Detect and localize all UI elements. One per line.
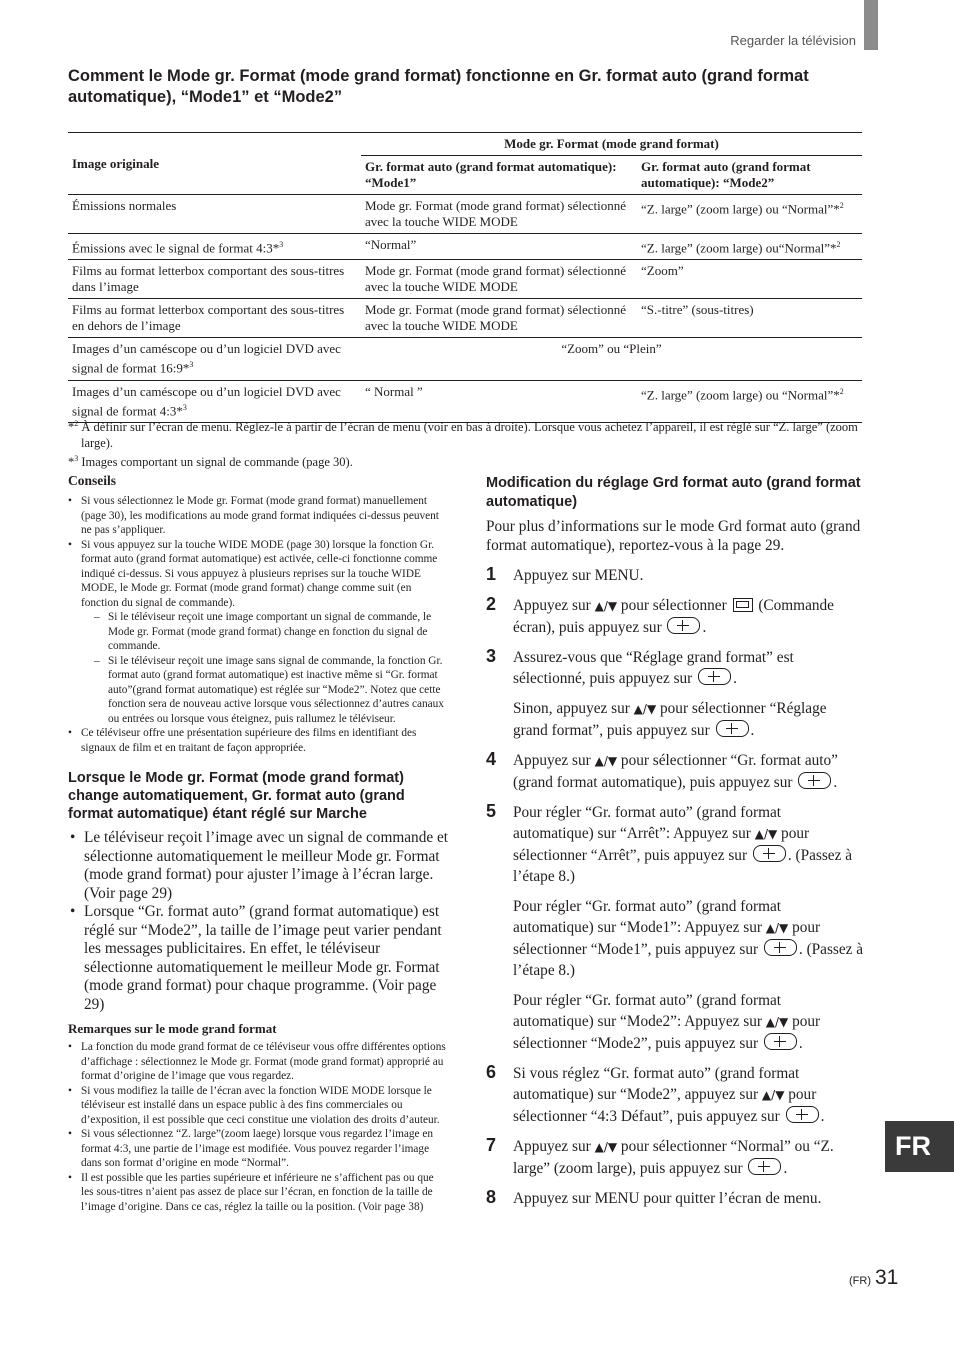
cell-original: Émissions avec le signal de format 4:3*$^3$ bbox=[68, 234, 361, 260]
step-number: 6 bbox=[486, 1062, 497, 1082]
table-row bbox=[68, 260, 862, 299]
step-8 bbox=[486, 1188, 864, 1209]
list-item: • Si vous modifiez la taille de l’écran avec la fonction WIDE MODE lorsque le téléviseur est installé dans un espace public à des fins commerciales ou d’exposition, il est possible que ceci constitue une violation des droits d’auteur. bbox=[68, 1084, 448, 1128]
cell-mode1: Mode gr. Format (mode grand format) sélectionné avec la touche WIDE MODE bbox=[361, 260, 637, 299]
up-down-arrows-icon: ▲/▼ bbox=[754, 827, 778, 841]
screen-control-icon bbox=[733, 598, 753, 612]
cell-original: Films au format letterbox comportant des sous-titres dans l’image bbox=[68, 260, 361, 299]
step-text: Si vous réglez “Gr. format auto” (grand format automatique) sur “Mode2”, appuyez sur ▲/▼ pour sélectionner “4:3 Défaut”, puis appuyez sur . bbox=[513, 1065, 825, 1125]
step-7 bbox=[486, 1136, 864, 1179]
cell-mode2: “Z. large” (zoom large) ou “Normal”*$^2$ bbox=[637, 195, 862, 234]
cell-mode2: “Z. large” (zoom large) ou“Normal”*$^2$ bbox=[637, 234, 862, 260]
table-row bbox=[68, 338, 862, 380]
table-row bbox=[68, 234, 862, 260]
auto-section-list bbox=[68, 829, 448, 1014]
cell-mode2: “Z. large” (zoom large) ou “Normal”*$^2$ bbox=[637, 380, 862, 422]
cell-mode1: “ Normal ” bbox=[361, 380, 637, 422]
step-number: 5 bbox=[486, 801, 497, 821]
remarques-list bbox=[68, 1040, 448, 1214]
cell-original: Images d’un caméscope ou d’un logiciel DVD avec signal de format 16:9*$^3$ bbox=[68, 338, 361, 380]
up-down-arrows-icon: ▲/▼ bbox=[594, 1140, 618, 1154]
up-down-arrows-icon: ▲/▼ bbox=[765, 921, 789, 935]
conseils-list bbox=[68, 494, 448, 755]
enter-button-icon bbox=[764, 1033, 797, 1050]
table-header-mode2: Gr. format auto (grand format automatique): “Mode2” bbox=[641, 159, 811, 190]
cell-mode1: Mode gr. Format (mode grand format) sélectionné avec la touche WIDE MODE bbox=[361, 195, 637, 234]
wide-mode-table bbox=[68, 132, 862, 423]
cell-mode1: “Normal” bbox=[361, 234, 637, 260]
step-number: 4 bbox=[486, 749, 497, 769]
step-text: Pour régler “Gr. format auto” (grand format automatique) sur “Arrêt”: Appuyez sur ▲/▼ pour sélectionner “Arrêt”, puis appuyez sur . (Passez à l’étape 8.) bbox=[513, 804, 852, 885]
step-text: Appuyez sur ▲/▼ pour sélectionner “Gr. format auto” (grand format automatique), puis appuyez sur . bbox=[513, 752, 838, 791]
enter-button-icon bbox=[667, 617, 700, 634]
step-text: Pour régler “Gr. format auto” (grand format automatique) sur “Mode2”: Appuyez sur ▲/▼ pour sélectionner “Mode2”, puis appuyez sur . bbox=[513, 992, 821, 1052]
step-text: Assurez-vous que “Réglage grand format” est sélectionné, puis appuyez sur . bbox=[513, 649, 794, 687]
step-5 bbox=[486, 802, 864, 1054]
list-item: • Lorsque “Gr. format auto” (grand format automatique) est réglé sur “Mode2”, la taille de l’image peut varier pendant les messages publicitaires. En effet, le téléviseur sélectionne automatiquement le meilleur Mode gr. Format (mode grand format) pour chaque programme. (Voir page 29) bbox=[68, 903, 448, 1014]
enter-button-icon bbox=[798, 772, 831, 789]
cell-original: Émissions normales bbox=[68, 195, 361, 234]
table-row bbox=[68, 299, 862, 338]
step-text: Sinon, appuyez sur ▲/▼ pour sélectionner “Réglage grand format”, puis appuyez sur . bbox=[513, 700, 827, 739]
language-tab: FR bbox=[885, 1121, 954, 1172]
step-text: Appuyez sur ▲/▼ pour sélectionner “Normal” ou “Z. large” (zoom large), puis appuyez sur . bbox=[513, 1138, 834, 1177]
table-row bbox=[68, 195, 862, 234]
step-number: 3 bbox=[486, 646, 497, 666]
list-item: • Le téléviseur reçoit l’image avec un signal de commande et sélectionne automatiquement le meilleur Mode gr. Format (mode grand format) pour ajuster l’image à l’écran large. (Voir page 29) bbox=[68, 829, 448, 903]
cell-mode1: Mode gr. Format (mode grand format) sélectionné avec la touche WIDE MODE bbox=[361, 299, 637, 338]
list-item: • Ce téléviseur offre une présentation supérieure des films en identifiant des signaux de film et en traitant de façon appropriée. bbox=[68, 726, 448, 755]
enter-button-icon bbox=[716, 720, 749, 737]
modif-heading: Modification du réglage Grd format auto (grand format automatique) bbox=[486, 475, 861, 510]
step-text: Appuyez sur ▲/▼ pour sélectionner (Commande écran), puis appuyez sur . bbox=[513, 597, 834, 636]
step-number: 1 bbox=[486, 564, 497, 584]
page-title: Comment le Mode gr. Format (mode grand format) fonctionne en Gr. format auto (grand format automatique), “Mode1” et “Mode2” bbox=[68, 67, 809, 106]
footnote: *$^2$ À définir sur l’écran de menu. Réglez-le à partir de l’écran de menu (voir en bas à droite). Lorsque vous achetez l’appareil, il est réglé sur “Z. large” (zoom large). bbox=[68, 419, 858, 451]
enter-button-icon bbox=[748, 1158, 781, 1175]
left-column bbox=[68, 473, 448, 1214]
list-item: • Si vous sélectionnez “Z. large”(zoom laege) lorsque vous regardez l’image en format 4:3, une partie de l’image est modifiée. Vous pouvez regarder l’image dans son format d’origine en mode “Normal”. bbox=[68, 1127, 448, 1171]
sub-list-item: – Si le téléviseur reçoit une image comportant un signal de commande, le Mode gr. Format (mode grand format) change en fonction du signal de commande. bbox=[94, 610, 448, 654]
step-1 bbox=[486, 565, 864, 586]
list-item: • Si vous sélectionnez le Mode gr. Format (mode grand format) manuellement (page 30), les modifications au mode grand format indiquées ci-dessus peuvent ne pas s’appliquer. bbox=[68, 494, 448, 538]
cell-merged: “Zoom” ou “Plein” bbox=[361, 338, 862, 380]
up-down-arrows-icon: ▲/▼ bbox=[594, 754, 618, 768]
sub-list-item: – Si le téléviseur reçoit une image sans signal de commande, la fonction Gr. format auto (grand format automatique) est inactive même si “Gr. format auto”(grand format automatique) est réglée sur “Mode2”. Notez que cette fonction sera de nouveau active lorsque vous sélectionnez d’autres canaux ou entrées ou lorsque vous éteignez, puis rallumez le téléviseur. bbox=[94, 654, 448, 727]
modif-intro: Pour plus d’informations sur le mode Grd format auto (grand format automatique), reportez-vous à la page 29. bbox=[486, 518, 861, 554]
cell-original: Images d’un caméscope ou d’un logiciel DVD avec signal de format 4:3*$^3$ bbox=[68, 380, 361, 422]
step-text: Pour régler “Gr. format auto” (grand format automatique) sur “Mode1”: Appuyez sur ▲/▼ pour sélectionner “Mode1”, puis appuyez sur . (Passez à l’étape 8.) bbox=[513, 898, 864, 979]
list-item: • Si vous appuyez sur la touche WIDE MODE (page 30) lorsque la fonction Gr. format auto (grand format automatique) est activée, celle-ci fonctionne comme indiqué ci-dessus. Si vous appuyez à plusieurs reprises sur la touche WIDE MODE, le Mode gr. Format (mode grand format) change comme suit (en fonction du signal de commande). – Si le téléviseur reçoit une image comportant un signal de commande, le Mode gr. Format (mode grand format) change en fonction du signal de commande. – Si le téléviseur reçoit une image sans signal de commande, la fonction Gr. format auto (grand format automatique) est inactive même si “Gr. format auto”(grand format automatique) est réglée sur “Mode2”. Notez que cette fonction sera de nouveau active lorsque vous sélectionnez d’autres canaux ou entrées ou lorsque vous éteignez, puis rallumez le téléviseur. bbox=[68, 538, 448, 727]
table-footnotes bbox=[68, 416, 862, 470]
cell-mode2: “S.-titre” (sous-titres) bbox=[637, 299, 862, 338]
enter-button-icon bbox=[786, 1106, 819, 1123]
page-number: (FR) 31 bbox=[849, 1266, 899, 1289]
table-header-group: Mode gr. Format (mode grand format) bbox=[361, 133, 862, 156]
step-6 bbox=[486, 1063, 864, 1127]
remarques-heading: Remarques sur le mode grand format bbox=[68, 1021, 277, 1036]
step-text: Appuyez sur MENU pour quitter l’écran de menu. bbox=[513, 1190, 822, 1207]
footnote: *$^3$ Images comportant un signal de commande (page 30). bbox=[68, 454, 353, 470]
step-2 bbox=[486, 595, 864, 638]
step-text: Appuyez sur MENU. bbox=[513, 567, 644, 584]
enter-button-icon bbox=[698, 668, 731, 685]
step-number: 7 bbox=[486, 1135, 497, 1155]
list-item: • Il est possible que les parties supérieure et inférieure ne s’affichent pas ou que les sous-titres n’aient pas assez de place sur l’écran, en fonction de la taille de l’image d’origine. Dans ce cas, réglez la taille ou la position. (Voir page 38) bbox=[68, 1171, 448, 1215]
up-down-arrows-icon: ▲/▼ bbox=[765, 1015, 789, 1029]
cell-mode2: “Zoom” bbox=[637, 260, 862, 299]
enter-button-icon bbox=[753, 845, 786, 862]
step-number: 8 bbox=[486, 1187, 497, 1207]
step-4 bbox=[486, 750, 864, 793]
up-down-arrows-icon: ▲/▼ bbox=[594, 599, 618, 613]
up-down-arrows-icon: ▲/▼ bbox=[761, 1088, 785, 1102]
enter-button-icon bbox=[764, 939, 797, 956]
list-item: • La fonction du mode grand format de ce téléviseur vous offre différentes options d’affichage : sélectionnez le Mode gr. Format (mode grand format) approprié au format d’origine de l’image que vous regardez. bbox=[68, 1040, 448, 1084]
running-header: Regarder la télévision bbox=[730, 33, 856, 48]
cell-original: Films au format letterbox comportant des sous-titres en dehors de l’image bbox=[68, 299, 361, 338]
table-header-original: Image originale bbox=[68, 133, 361, 195]
table-header-mode1: Gr. format auto (grand format automatique): “Mode1” bbox=[365, 159, 617, 190]
auto-section-heading: Lorsque le Mode gr. Format (mode grand format) change automatiquement, Gr. format auto (grand format automatique) étant réglé sur Marche bbox=[68, 770, 405, 822]
step-number: 2 bbox=[486, 594, 497, 614]
up-down-arrows-icon: ▲/▼ bbox=[633, 702, 657, 716]
right-column bbox=[486, 474, 864, 1218]
header-tab-bar bbox=[864, 0, 878, 50]
step-3 bbox=[486, 647, 864, 741]
conseils-heading: Conseils bbox=[68, 473, 117, 488]
